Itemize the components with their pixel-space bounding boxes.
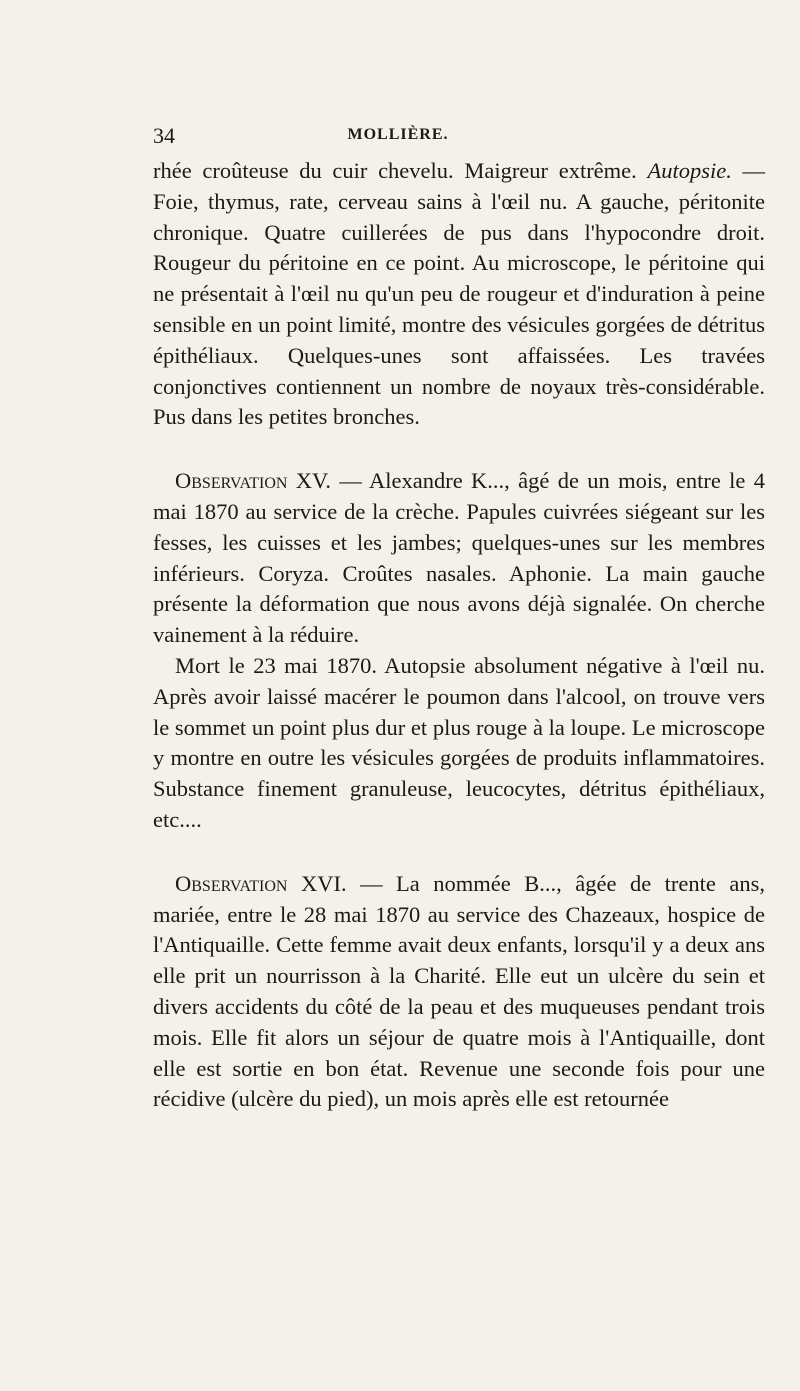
body-text <box>153 156 765 1115</box>
paragraph-observation-xvi <box>153 869 765 1115</box>
paragraph-gap <box>153 433 765 466</box>
text-run: — Foie, thymus, rate, cerveau sains à l'œil nu. A gauche, péritonite chronique. Quatre cuillerées de pus dans l'hypocondre droit. Rougeur du péritoine en ce point. Au microscope, le péritoine qui ne présentait à l'œil nu qu'un peu de rougeur et d'induration à peine sensible en un point limité, montre des vésicules gorgées de détritus épithéliaux. Quelques-unes sont affaissées. Les travées conjonctives contiennent un nombre de noyaux très-considérable. Pus dans les petites bronches. <box>153 158 765 430</box>
page-header <box>153 123 643 153</box>
paragraph-death-autopsy <box>153 651 765 836</box>
observation-xvi-label: Observation XVI. <box>175 870 347 896</box>
paragraph-autopsy <box>153 156 765 433</box>
text-run: — Alexandre K..., âgé de un mois, entre le 4 mai 1870 au service de la crèche. Papules cuivrées siégeant sur les fesses, les cuisses et les jambes; quelques-unes sur les membres inférieurs. Coryza. Croûtes nasales. Aphonie. La main gauche présente la déformation que nous avons déjà signalée. On cherche vainement à la réduire. <box>153 468 765 648</box>
text-run: Mort le 23 mai 1870. Autopsie absolument négative à l'œil nu. Après avoir laissé macérer le poumon dans l'alcool, on trouve vers le sommet un point plus dur et plus rouge à la loupe. Le microscope y montre en outre les vésicules gorgées de produits inflammatoires. Substance finement granuleuse, leucocytes, détritus épithéliaux, etc.... <box>153 652 765 832</box>
text-run: — La nommée B..., âgée de trente ans, mariée, entre le 28 mai 1870 au service des Chazeaux, hospice de l'Antiquaille. Cette femme avait deux enfants, lorsqu'il y a deux ans elle prit un nourrisson à la Charité. Elle eut un ulcère du sein et divers accidents du côté de la peau et des muqueuses pendant trois mois. Elle fit alors un séjour de quatre mois à l'Antiquaille, dont elle est sortie en bon état. Revenue une seconde fois pour une récidive (ulcère du pied), un mois après elle est retournée <box>153 870 765 1112</box>
paragraph-gap <box>153 836 765 869</box>
page-number: 34 <box>153 123 175 148</box>
paragraph-observation-xv <box>153 466 765 651</box>
text-run: rhée croûteuse du cuir chevelu. Maigreur extrême. <box>153 158 648 183</box>
autopsie-italic: Autopsie. <box>647 158 732 183</box>
running-title: MOLLIÈRE. <box>347 126 449 143</box>
observation-xv-label: Observation XV. <box>175 468 332 494</box>
